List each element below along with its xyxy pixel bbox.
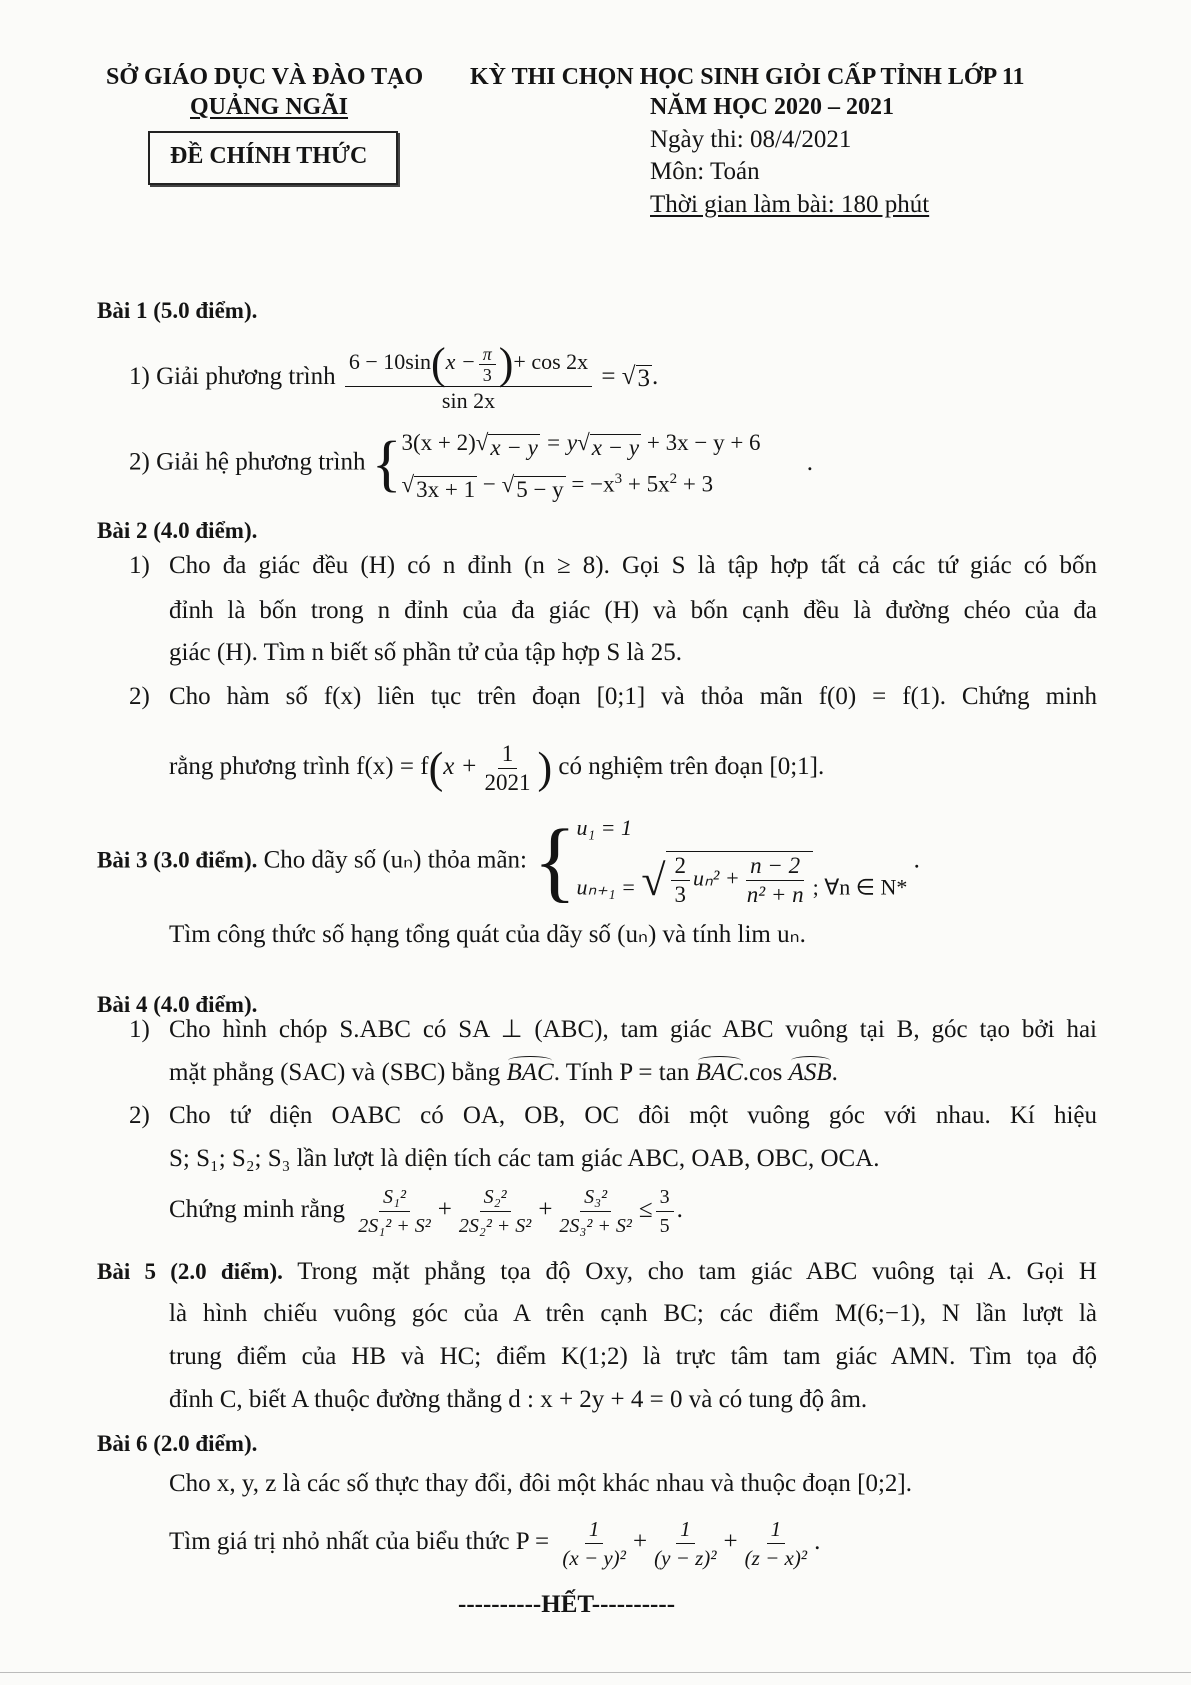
- problem-4-inequality: [169, 1183, 683, 1240]
- radicand: 3x + 1: [416, 476, 476, 502]
- paren-inner: x +: [443, 753, 478, 781]
- problem-2-q1-line: giác (H). Tìm n biết số phần tử của tập hợp S là 25.: [169, 639, 683, 666]
- text: .cos: [742, 1059, 783, 1086]
- numerator: 2: [671, 852, 691, 881]
- problem-1-question-2: [129, 425, 813, 503]
- text: Trong mặt phẳng tọa độ Oxy, cho tam giác ABC vuông tại A. Gọi H: [297, 1258, 1097, 1285]
- fraction: [354, 1183, 434, 1240]
- problem-5-line: [97, 1257, 1097, 1287]
- term: 3(x + 2): [401, 430, 476, 455]
- text: Chứng minh rằng: [169, 1196, 346, 1224]
- exam-duration: Thời gian làm bài: 180 phút: [650, 191, 930, 218]
- question-label: 1) Giải phương trình: [129, 363, 336, 391]
- denominator: (x − y)²: [562, 1546, 626, 1570]
- radicand: 3: [637, 365, 650, 393]
- school-year: NĂM HỌC 2020 – 2021: [650, 94, 894, 120]
- equation-1: [401, 425, 760, 461]
- fraction: [555, 1183, 635, 1240]
- radicand: x − y: [490, 435, 538, 460]
- plus: +: [437, 1196, 452, 1224]
- problem-2-q2-line: Cho hàm số f(x) liên tục trên đoạn [0;1] và thỏa mãn f(0) = f(1). Chứng minh: [169, 683, 1097, 710]
- period: .: [806, 448, 814, 476]
- fraction: [480, 740, 534, 797]
- problem-3: [97, 812, 920, 911]
- question-label: 1): [129, 552, 150, 579]
- problem-4-q1-line: [169, 1058, 838, 1088]
- denominator: 2S₃² + S²: [559, 1215, 632, 1237]
- term: uₙ₊₁ =: [576, 874, 636, 900]
- end-mark: [458, 1590, 675, 1620]
- equation-2: [576, 851, 907, 909]
- denominator: 5: [659, 1215, 670, 1237]
- denominator: n² + n: [746, 882, 804, 907]
- sqrt: √ 3: [621, 363, 650, 393]
- text: .: [831, 1059, 838, 1086]
- angle: BAC: [695, 1059, 743, 1086]
- pi: π: [479, 344, 496, 365]
- numerator: S₃²: [580, 1183, 611, 1212]
- leq: ≤: [638, 1196, 653, 1224]
- plus: +: [632, 1528, 648, 1556]
- denominator: (z − x)²: [744, 1546, 808, 1570]
- sqrt: √ x − y: [475, 430, 538, 460]
- fraction: [656, 1183, 674, 1240]
- numerator: S₂²: [480, 1183, 511, 1212]
- exam-subject: Môn: Toán: [650, 158, 760, 185]
- plus: +: [538, 1196, 553, 1224]
- angle: ASB: [788, 1059, 832, 1086]
- department-name: SỞ GIÁO DỤC VÀ ĐÀO TẠO: [106, 64, 424, 90]
- text: Cho dãy số (uₙ) thỏa mãn:: [263, 846, 528, 874]
- numerator: 3: [656, 1183, 674, 1212]
- period: .: [814, 1528, 821, 1556]
- equation-1: u₁ = 1: [576, 815, 632, 840]
- page-edge-divider: [0, 1672, 1191, 1673]
- paren-inner: x −: [445, 349, 476, 375]
- problem-5-line: là hình chiếu vuông góc của A trên cạnh BC; các điểm M(6;−1), N lần lượt là: [169, 1300, 1097, 1327]
- problem-4-q2-line: S; S₁; S₂; S₃ lần lượt là diện tích các tam giác ABC, OAB, OBC, OCA.: [169, 1145, 880, 1172]
- text: rằng phương trình f(x) = f: [169, 753, 429, 781]
- exponent: 3: [614, 471, 623, 487]
- brace: {: [533, 812, 577, 911]
- denominator: 2021: [484, 770, 531, 795]
- numerator: n − 2: [746, 852, 804, 881]
- three: 3: [482, 364, 492, 385]
- period: .: [676, 1196, 683, 1224]
- problem-5-heading: Bài 5 (2.0 điểm).: [97, 1259, 283, 1284]
- radicand: 5 − y: [516, 476, 564, 502]
- question-label: 2): [129, 683, 150, 710]
- denominator: (y − z)²: [654, 1546, 717, 1570]
- equation-2: [401, 461, 760, 503]
- numerator: 1: [676, 1515, 695, 1544]
- text: có nghiệm trên đoạn [0;1].: [558, 753, 825, 781]
- period: .: [913, 846, 920, 874]
- term: ; ∀n ∈ N*: [812, 874, 908, 900]
- exponent: 2: [669, 471, 678, 487]
- denominator: 2S₂² + S²: [458, 1215, 532, 1237]
- numerator-end: + cos 2x: [513, 349, 589, 375]
- plus: +: [723, 1528, 738, 1556]
- fraction: [650, 1515, 720, 1572]
- fraction: [558, 1515, 630, 1572]
- fraction: [455, 1183, 535, 1240]
- question-label: 1): [129, 1016, 150, 1043]
- text: Tìm giá trị nhỏ nhất của biểu thức P =: [169, 1528, 550, 1556]
- term: + 3x − y + 6: [646, 430, 761, 455]
- sqrt: √ 5 − y: [501, 471, 564, 502]
- fraction: [741, 1515, 811, 1572]
- text: mặt phẳng (SAC) và (SBC) bằng: [169, 1059, 501, 1086]
- equation-fraction: 6 − 10sin(x − $\frac{\pi}{3}$ )+ cos 2x sin 2x: [345, 342, 592, 415]
- exam-title: KỲ THI CHỌN HỌC SINH GIỎI CẤP TỈNH LỚP 11: [470, 64, 1025, 90]
- numerator-start: 6 − 10sin: [348, 349, 431, 375]
- radicand: x − y: [591, 435, 640, 460]
- equals: =: [601, 363, 616, 391]
- end-label: HẾT: [541, 1591, 592, 1618]
- numerator: S₁²: [379, 1183, 410, 1212]
- term: = −x: [571, 471, 615, 497]
- official-exam-label: ĐỀ CHÍNH THỨC: [170, 143, 368, 169]
- problem-2-q1-line: Cho đa giác đều (H) có n đỉnh (n ≥ 8). Gọi S là tập hợp tất cả các tứ giác có bốn: [169, 552, 1097, 579]
- problem-1-question-1: [129, 339, 659, 415]
- numerator: 1: [585, 1515, 604, 1544]
- numerator: 1: [767, 1515, 786, 1544]
- problem-4-q2-line: Cho tứ diện OABC có OA, OB, OC đôi một vuông góc với nhau. Kí hiệu: [169, 1102, 1097, 1129]
- problem-3-heading: Bài 3 (3.0 điểm).: [97, 847, 258, 873]
- problem-1-heading: Bài 1 (5.0 điểm).: [97, 298, 258, 323]
- problem-5-line: đỉnh C, biết A thuộc đường thẳng d : x + 2y + 4 = 0 và có tung độ âm.: [169, 1386, 868, 1413]
- problem-6-heading: Bài 6 (2.0 điểm).: [97, 1431, 258, 1456]
- problem-6-line: Cho x, y, z là các số thực thay đổi, đôi một khác nhau và thuộc đoạn [0;2].: [169, 1470, 912, 1497]
- brace: {: [371, 429, 402, 498]
- denominator: 2S₁² + S²: [358, 1215, 431, 1237]
- term: uₙ² +: [693, 865, 740, 891]
- term: + 5x: [627, 471, 670, 497]
- term: = y: [545, 430, 578, 455]
- province-name: QUẢNG NGÃI: [190, 94, 349, 120]
- numerator: 1: [498, 740, 518, 769]
- problem-2-heading: Bài 2 (4.0 điểm).: [97, 518, 258, 543]
- period: .: [652, 363, 659, 391]
- sqrt: √ x − y: [577, 430, 640, 460]
- question-label: 2): [129, 1102, 150, 1129]
- dashes: ----------: [458, 1591, 542, 1618]
- term: −: [482, 471, 496, 497]
- question-label: 2) Giải hệ phương trình: [129, 448, 366, 476]
- fraction: [671, 852, 691, 909]
- problem-4-q1-line: Cho hình chóp S.ABC có SA ⊥ (ABC), tam giác ABC vuông tại B, góc tạo bởi hai: [169, 1016, 1097, 1043]
- sequence-definition: [576, 815, 907, 909]
- fraction: [743, 852, 808, 909]
- problem-2-q1-line: đỉnh là bốn trong n đỉnh của đa giác (H) và bốn cạnh đều là đường chéo của đa: [169, 597, 1097, 624]
- angle: BAC: [506, 1059, 554, 1086]
- denominator: 3: [674, 882, 686, 907]
- term: + 3: [682, 471, 714, 497]
- problem-3-task: Tìm công thức số hạng tổng quát của dãy số (uₙ) và tính lim uₙ.: [169, 921, 806, 948]
- sqrt: √ 3x + 1: [401, 471, 476, 502]
- problem-5-line: trung điểm của HB và HC; điểm K(1;2) là trực tâm tam giác AMN. Tìm tọa độ: [169, 1343, 1097, 1370]
- exam-date: Ngày thi: 08/4/2021: [650, 126, 852, 153]
- sqrt: √ $\frac{2}{3}$ uₙ² + $\frac{n - 2}{\text{n² + n}}$: [641, 851, 812, 909]
- dashes: ----------: [591, 1591, 676, 1618]
- text: . Tính P = tan: [553, 1059, 690, 1086]
- denominator: sin 2x: [441, 388, 496, 413]
- problem-4-heading: Bài 4 (4.0 điểm).: [97, 992, 258, 1017]
- problem-2-q2-line: rằng phương trình f(x) = f(x + $\frac{1}{2021}$ ) có nghiệm trên đoạn [0;1].: [169, 741, 825, 795]
- equation-system: [401, 425, 760, 503]
- problem-6-expression: [169, 1515, 820, 1572]
